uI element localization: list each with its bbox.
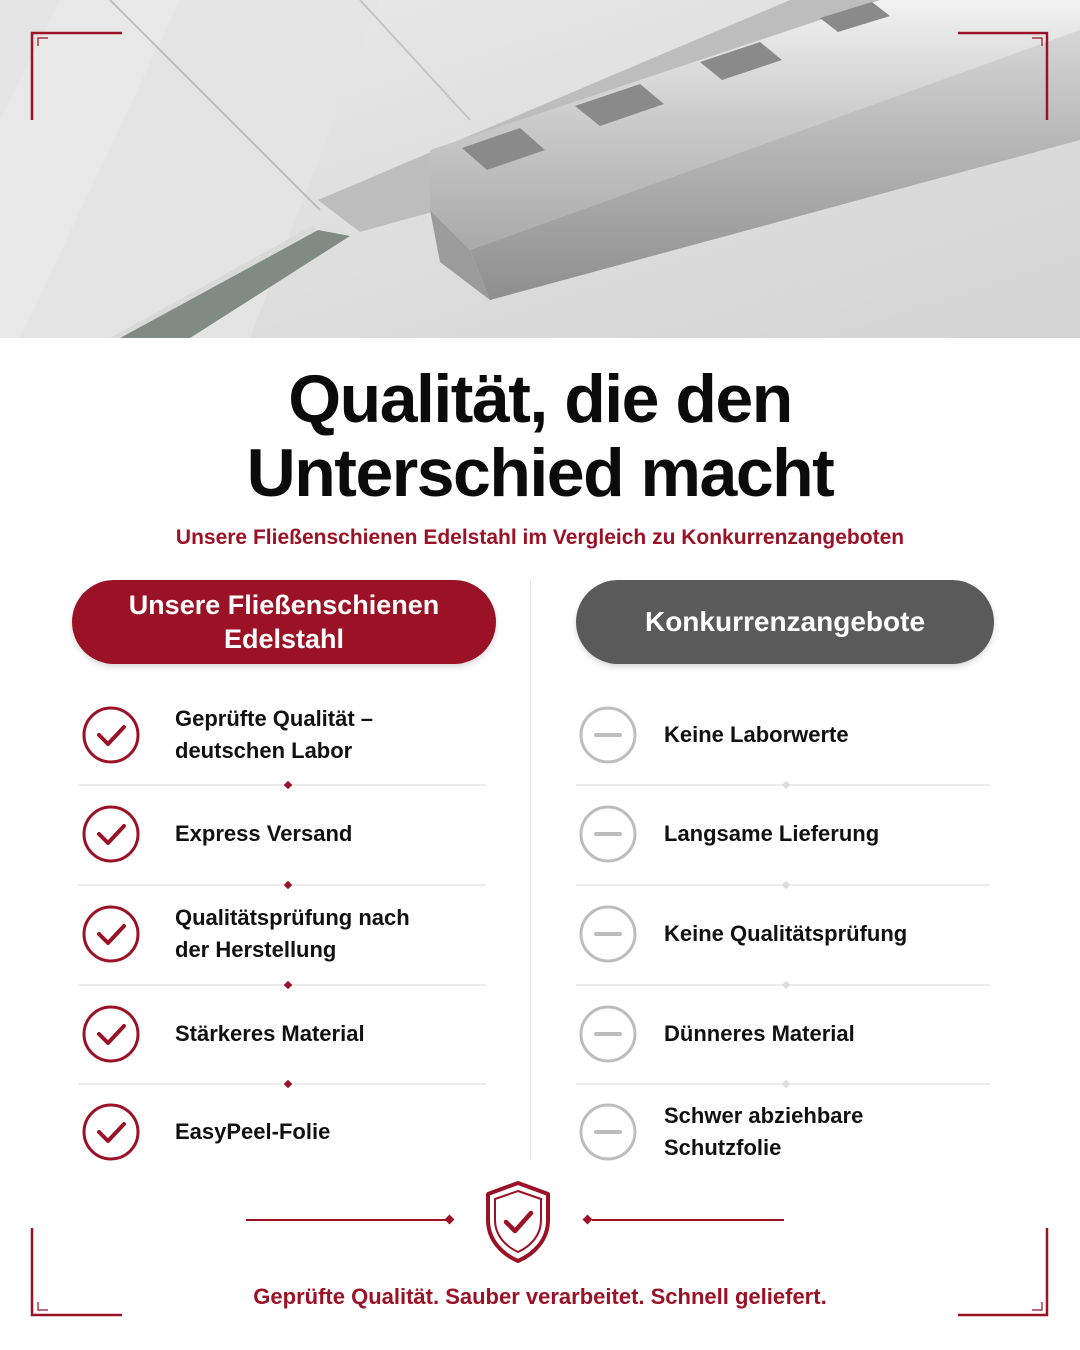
- minus-circle-icon: [578, 1102, 638, 1162]
- footer-diamond-right: [583, 1215, 593, 1225]
- check-circle-icon: [81, 1004, 141, 1064]
- hero-image: [0, 0, 1080, 338]
- column-header-competitors-label: Konkurrenzangebote: [644, 606, 926, 637]
- minus-circle-icon: [578, 804, 638, 864]
- comparison-row-ours-3: [78, 884, 488, 984]
- comparison-row-competitors-5: [576, 1082, 996, 1182]
- column-divider: [530, 580, 531, 1160]
- comparison-label: Schwer abziehbare Schutzfolie: [664, 1103, 864, 1160]
- comparison-row-competitors-1: [576, 685, 996, 785]
- page-title-line-2: Unterschied macht: [246, 435, 834, 511]
- comparison-row-competitors-2: [576, 784, 996, 884]
- minus-circle-icon: [578, 705, 638, 765]
- check-circle-icon: [81, 804, 141, 864]
- comparison-label: EasyPeel-Folie: [175, 1119, 331, 1144]
- comparison-row-ours-2: [78, 784, 488, 884]
- comparison-label: Stärkeres Material: [175, 1021, 365, 1046]
- column-header-ours-label: Unsere Fließenschienen Edelstahl: [128, 590, 440, 654]
- corner-ornament-top-right: [958, 30, 1050, 120]
- comparison-row-competitors-3: [576, 884, 996, 984]
- comparison-label: Qualitätsprüfung nach der Herstellung: [175, 905, 410, 962]
- comparison-label: Geprüfte Qualität – deutschen Labor: [175, 706, 374, 763]
- footer-diamond-left: [445, 1215, 455, 1225]
- tile-trim-illustration: [0, 0, 1080, 338]
- comparison-row-ours-5: [78, 1082, 488, 1182]
- minus-circle-icon: [578, 904, 638, 964]
- comparison-label: Langsame Lieferung: [664, 821, 880, 846]
- comparison-row-competitors-4: [576, 984, 996, 1084]
- footer-tagline: Geprüfte Qualität. Sauber verarbeitet. Schnell geliefert.: [253, 1284, 827, 1309]
- check-circle-icon: [81, 705, 141, 765]
- column-header-ours: [72, 580, 496, 664]
- comparison-label: Express Versand: [175, 821, 353, 846]
- page-title-line-1: Qualität, die den: [288, 361, 792, 437]
- comparison-label: Dünneres Material: [664, 1021, 855, 1046]
- page-subtitle: Unsere Fließenschienen Edelstahl im Vergleich zu Konkurrenzangeboten: [175, 526, 905, 549]
- comparison-row-ours-4: [78, 984, 488, 1084]
- shield-check-icon: [484, 1180, 552, 1264]
- corner-ornament-top-left: [30, 30, 122, 120]
- column-header-competitors: [576, 580, 994, 664]
- minus-circle-icon: [578, 1004, 638, 1064]
- footer-divider-right: [592, 1219, 784, 1221]
- comparison-row-ours-1: [78, 685, 488, 785]
- footer-divider-left: [246, 1219, 448, 1221]
- check-circle-icon: [81, 904, 141, 964]
- comparison-label: Keine Laborwerte: [664, 722, 849, 747]
- comparison-label: Keine Qualitätsprüfung: [664, 921, 908, 946]
- page-title: [0, 362, 1080, 510]
- check-circle-icon: [81, 1102, 141, 1162]
